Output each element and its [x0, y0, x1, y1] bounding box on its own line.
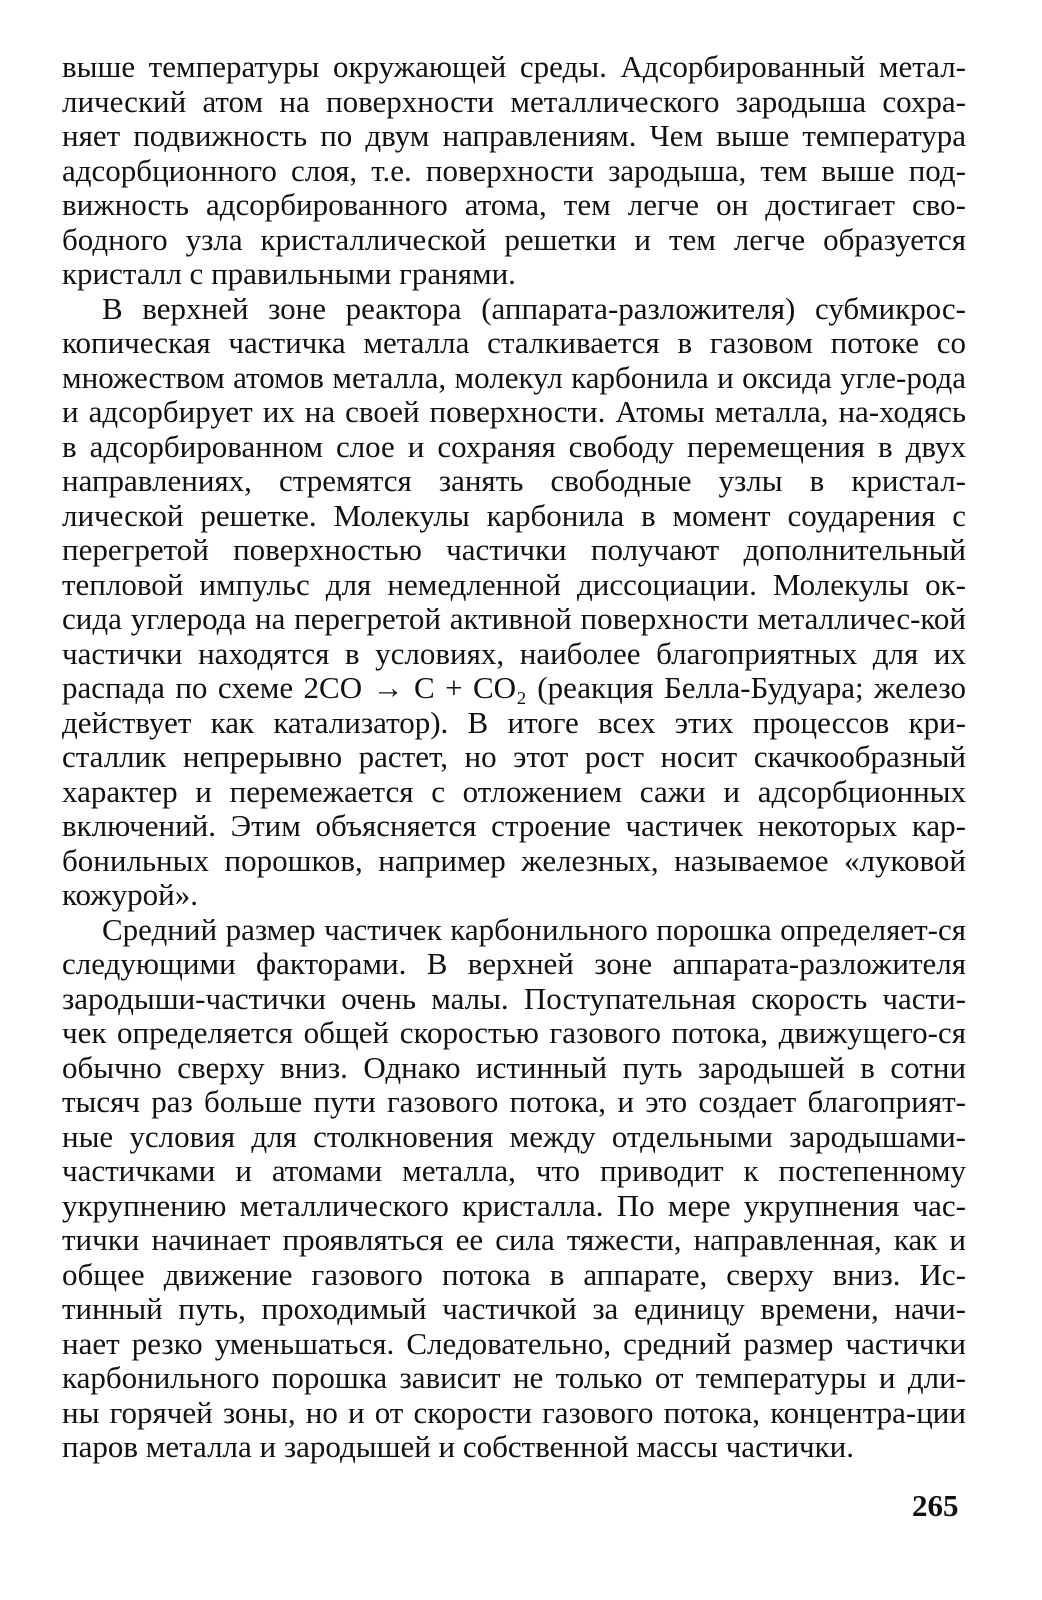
book-page: [62, 50, 966, 1550]
paragraph-2: В верхней зоне реактора (аппарата-разложителя) субмикрос-копическая частичка металла сталкивается в газовом потоке со множеством атомов металла, молекул карбонила и оксида угле-рода и адсорбирует их на своей поверхности. Атомы металла, на-ходясь в адсорбированном слое и сохраняя свободу перемещения в двух направлениях, стремятся занять свободные узлы в кристал-лической решетке. Молекулы карбонила в момент соударения с перегретой поверхностью частички получают дополнительный тепловой импульс для немедленной диссоциации. Молекулы ок-сида углерода на перегретой активной поверхности металличес-кой частички находятся в условиях, наиболее благоприятных для их распада по схеме 2СО → С + СО₂ (реакция Белла-Будуара; железо действует как катализатор). В итоге всех этих процессов кри-сталлик непрерывно растет, но этот рост носит скачкообразный характер и перемежается с отложением сажи и адсорбционных включений. Этим объясняется строение частичек некоторых кар-бонильных порошков, например железных, называемое «луковой кожурой».: [62, 290, 966, 912]
page-number: 265: [912, 1488, 959, 1523]
paragraph-3: Средний размер частичек карбонильного порошка определяет-ся следующими факторами. В верхней зоне аппарата-разложителя зародыши-частички очень малы. Поступательная скорость части-чек определяется общей скоростью газового потока, движущего-ся обычно сверху вниз. Однако истинный путь зародышей в сотни тысяч раз больше пути газового потока, и это создает благоприят-ные условия для столкновения между отдельными зародышами-частичками и атомами металла, что приводит к постепенному укрупнению металлического кристалла. По мере укрупнения час-тички начинает проявляться ее сила тяжести, направленная, как и общее движение газового потока в аппарате, сверху вниз. Ис-тинный путь, проходимый частичкой за единицу времени, начи-нает резко уменьшаться. Следовательно, средний размер частички карбонильного порошка зависит не только от температуры и дли-ны горячей зоны, но и от скорости газового потока, концентра-ции паров металла и зародышей и собственной массы частички.: [62, 911, 966, 1464]
paragraph-1: выше температуры окружающей среды. Адсорбированный метал-лический атом на поверхности металлического зародыша сохра-няет подвижность по двум направлениям. Чем выше температура адсорбционного слоя, т.е. поверхности зародыша, тем выше под-вижность адсорбированного атома, тем легче он достигает сво-бодного узла кристаллической решетки и тем легче образуется кристалл с правильными гранями.: [62, 49, 966, 291]
